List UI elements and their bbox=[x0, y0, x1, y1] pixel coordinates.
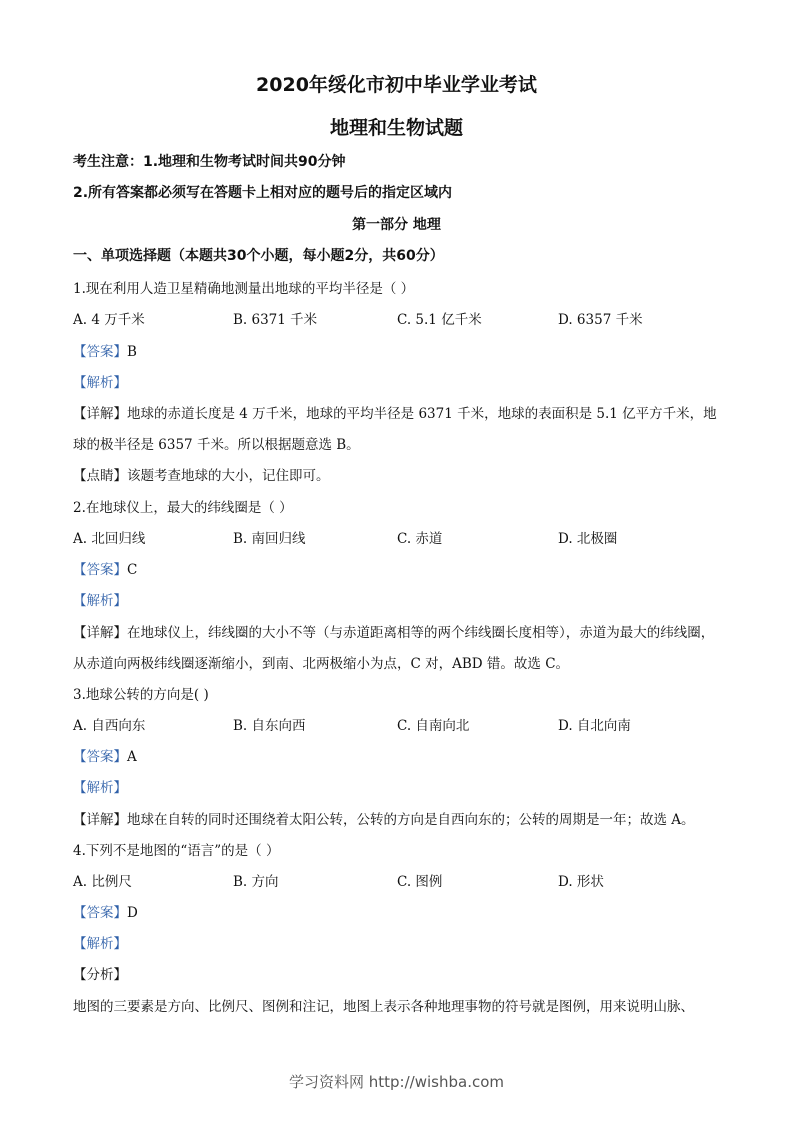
q2-detail-1 bbox=[73, 621, 714, 641]
detail-tag: 【详解】 bbox=[73, 812, 127, 828]
q3-option-d: D. 自北向南 bbox=[558, 718, 631, 734]
q3-option-a: A. 自西向东 bbox=[73, 718, 146, 734]
q1-detail-text-1: 地球的赤道长度是 4 万千米，地球的平均半径是 6371 千米，地球的表面积是 5.1 亿平方千米，地 bbox=[127, 406, 717, 422]
notice-line-2: 2.所有答案都必须写在答题卡上相对应的题号后的指定区域内 bbox=[73, 185, 453, 201]
answer-tag: 【答案】 bbox=[73, 905, 127, 921]
q2-option-a: A. 北回归线 bbox=[73, 531, 146, 547]
q4-analysis-tag bbox=[73, 932, 127, 952]
question-1-stem: 1.现在利用人造卫星精确地测量出地球的平均半径是（ ） bbox=[73, 281, 415, 297]
q1-detail-1 bbox=[73, 402, 717, 422]
q2-analysis-tag bbox=[73, 589, 127, 609]
exam-subtitle: 地理和生物试题 bbox=[329, 117, 463, 139]
q1-option-c: C. 5.1 亿千米 bbox=[397, 312, 482, 328]
q1-option-a: A. 4 万千米 bbox=[73, 312, 145, 328]
q2-answer bbox=[73, 558, 137, 578]
question-3-stem: 3.地球公转的方向是( ) bbox=[73, 687, 209, 703]
q1-option-b: B. 6371 千米 bbox=[233, 312, 318, 328]
q4-answer-value: D bbox=[127, 905, 138, 921]
q1-answer bbox=[73, 340, 137, 360]
comment-tag: 【点睛】 bbox=[73, 468, 127, 484]
q4-fenxi-tag: 【分析】 bbox=[73, 967, 127, 983]
q4-option-d: D. 形状 bbox=[558, 874, 604, 890]
q3-analysis-tag bbox=[73, 776, 127, 796]
part-heading: 第一部分 地理 bbox=[352, 217, 441, 233]
q1-answer-value: B bbox=[127, 344, 137, 360]
q1-comment bbox=[73, 464, 330, 484]
q1-option-d: D. 6357 千米 bbox=[558, 312, 643, 328]
question-2-stem: 2.在地球仪上，最大的纬线圈是（ ） bbox=[73, 500, 293, 516]
q3-detail-1 bbox=[73, 808, 695, 828]
q3-detail-text-1: 地球在自转的同时还围绕着太阳公转，公转的方向是自西向东的；公转的周期是一年；故选 A。 bbox=[127, 812, 695, 828]
answer-tag: 【答案】 bbox=[73, 749, 127, 765]
detail-tag: 【详解】 bbox=[73, 406, 127, 422]
analysis-tag: 【解析】 bbox=[73, 593, 127, 609]
q2-answer-value: C bbox=[127, 562, 138, 578]
exam-title: 2020年绥化市初中毕业学业考试 bbox=[256, 74, 537, 96]
q2-option-d: D. 北极圈 bbox=[558, 531, 618, 547]
q2-detail-2: 从赤道向两极纬线圈逐渐缩小，到南、北两极缩小为点，C 对，ABD 错。故选 C。 bbox=[73, 656, 570, 672]
q3-answer bbox=[73, 745, 137, 765]
analysis-tag: 【解析】 bbox=[73, 780, 127, 796]
site-footer: 学习资料网 http://wishba.com bbox=[289, 1073, 504, 1091]
q1-comment-text: 该题考查地球的大小，记住即可。 bbox=[127, 468, 330, 484]
q3-option-c: C. 自南向北 bbox=[397, 718, 470, 734]
section-heading: 一、单项选择题（本题共30个小题，每小题2分，共60分） bbox=[73, 248, 444, 264]
q2-option-b: B. 南回归线 bbox=[233, 531, 306, 547]
q4-option-b: B. 方向 bbox=[233, 874, 279, 890]
question-4-stem: 4.下列不是地图的“语言”的是（ ） bbox=[73, 843, 280, 859]
q4-answer bbox=[73, 901, 138, 921]
q2-option-c: C. 赤道 bbox=[397, 531, 443, 547]
notice-line-1: 考生注意：1.地理和生物考试时间共90分钟 bbox=[73, 154, 346, 170]
q3-option-b: B. 自东向西 bbox=[233, 718, 306, 734]
answer-tag: 【答案】 bbox=[73, 344, 127, 360]
analysis-tag: 【解析】 bbox=[73, 375, 127, 391]
q1-analysis-tag bbox=[73, 371, 127, 391]
q4-option-a: A. 比例尺 bbox=[73, 874, 132, 890]
q4-analysis-text: 地图的三要素是方向、比例尺、图例和注记，地图上表示各种地理事物的符号就是图例，用来说明山脉、 bbox=[73, 999, 694, 1015]
q2-detail-text-1: 在地球仪上，纬线圈的大小不等（与赤道距离相等的两个纬线圈长度相等），赤道为最大的纬线圈， bbox=[127, 625, 715, 641]
answer-tag: 【答案】 bbox=[73, 562, 127, 578]
q4-option-c: C. 图例 bbox=[397, 874, 443, 890]
q1-detail-2: 球的极半径是 6357 千米。所以根据题意选 B。 bbox=[73, 437, 360, 453]
analysis-tag: 【解析】 bbox=[73, 936, 127, 952]
q3-answer-value: A bbox=[127, 749, 137, 765]
detail-tag: 【详解】 bbox=[73, 625, 127, 641]
